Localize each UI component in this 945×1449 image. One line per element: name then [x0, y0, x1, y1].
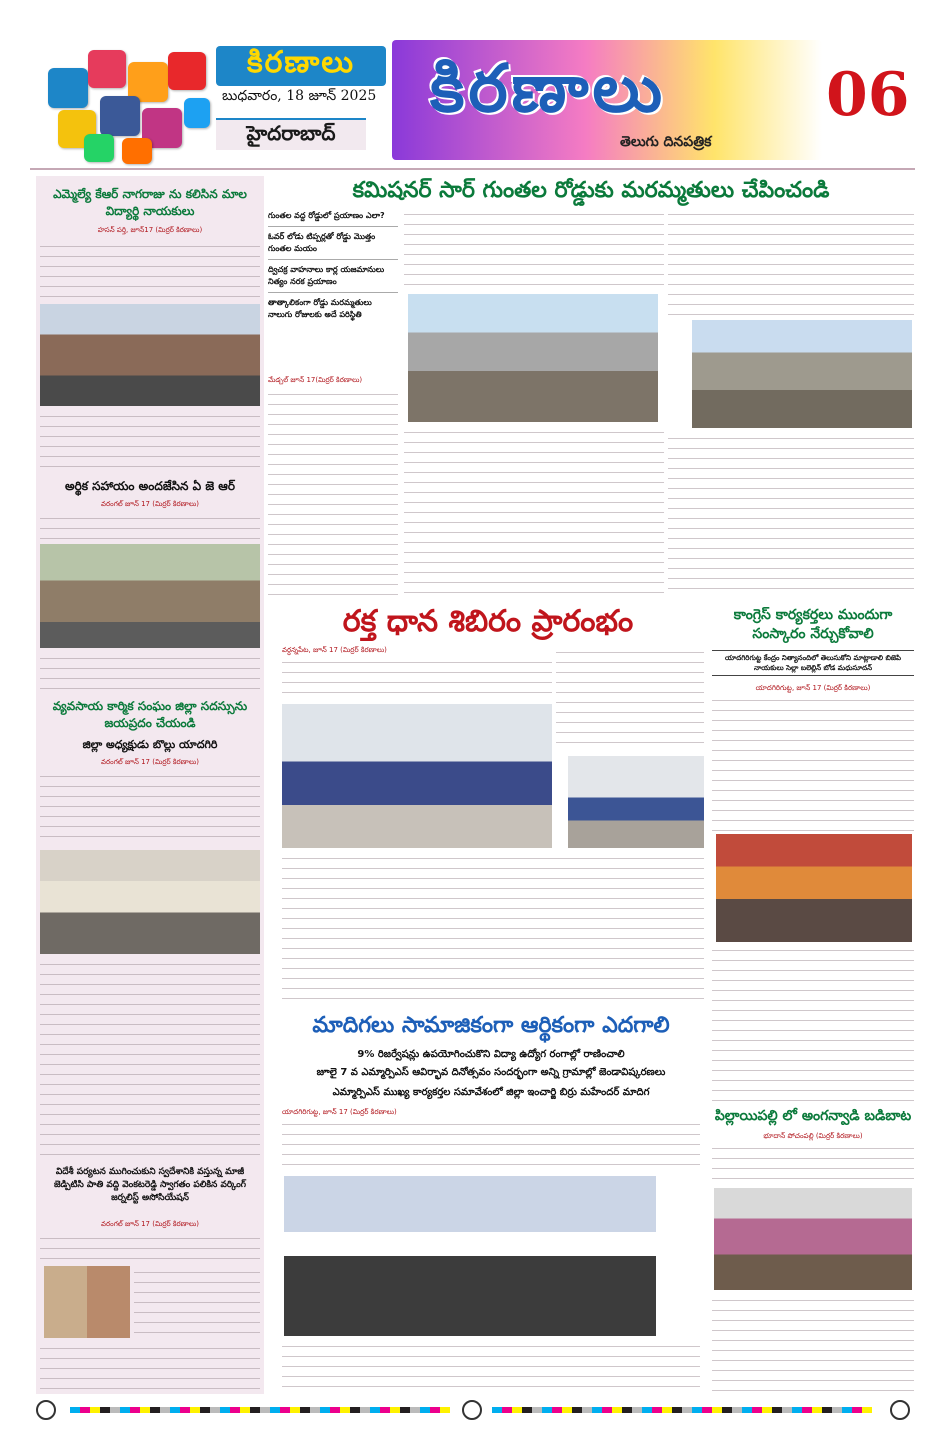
congress-body-2 [712, 944, 914, 1104]
madiga-subhead-2: జూలై 7 వ ఎమ్మార్పిఎస్ ఆవిర్భావ దినోత్సవం సందర్భంగా అన్ని గ్రామాల్లో జెండావిష్కరణలు [316, 1067, 666, 1078]
anganwadi-body-1 [712, 1142, 914, 1186]
madiga-body-1 [282, 1118, 700, 1174]
road-story-body-1 [268, 388, 398, 596]
road-story-dateline: మేడ్చల్ జూన్ 17(మిర్రర్ కిరణాలు) [268, 376, 363, 384]
story-union-photo [40, 850, 260, 954]
left-logo: కిరణాలు [216, 46, 386, 86]
road-bullet-4: తాత్కాలికంగా రోడ్డు మరమ్మతులు నాలుగు రోజులకు అదే పరిస్థితి [268, 298, 372, 319]
story-ajr-dateline: వరంగల్ జూన్ 17 (మిర్రర్ కిరణాలు) [101, 500, 199, 508]
story-union-dateline: వరంగల్ జూన్ 17 (మిర్రర్ కిరణాలు) [101, 758, 199, 766]
congress-dateline: యాదగిరిగుట్ట, జూన్ 17 (మిర్రర్ కిరణాలు) [755, 684, 871, 692]
anganwadi-headline: పిల్లాయిపల్లి లో అంగన్వాడి బడిబాట [714, 1108, 912, 1124]
madiga-body-2 [282, 1340, 700, 1394]
story-mla-photo [40, 304, 260, 406]
road-photo-potholes [692, 320, 912, 428]
edition-city: హైదరాబాద్ [216, 118, 366, 150]
story-mla-body [40, 240, 260, 300]
story-ajr-headline: అర్థిక సహాయం అందజేసిన ఏ జె ఆర్ [65, 479, 235, 493]
story-jaw-body-3 [40, 1342, 260, 1390]
anganwadi-body-2 [712, 1294, 914, 1394]
story-jaw-dateline: వరంగల్ జూన్ 17 (మిర్రర్ కిరణాలు) [101, 1220, 199, 1228]
story-mla-dateline: హసన్ పర్తి, జూన్17 (మిర్రర్ కిరణాలు) [97, 226, 203, 234]
road-bullet-3: ద్విచక్ర వాహనాలు కార్ల యజమానులు నిత్యం నరక ప్రయాణం [268, 260, 398, 293]
madiga-headline: మాదిగలు సామాజికంగా ఆర్థికంగా ఎదగాలి [312, 1013, 670, 1038]
print-registration-bar [30, 1400, 915, 1420]
masthead [0, 0, 945, 170]
story-jaw-body [40, 1232, 260, 1262]
story-jaw-portraits [44, 1266, 130, 1338]
story-ajr-body [40, 512, 260, 542]
blood-camp-photo-1 [282, 704, 552, 848]
edition-date: బుధవారం, 18 జూన్ 2025 [222, 88, 377, 104]
anganwadi-dateline: భూదాన్ పోచంపల్లి (మిర్రర్ కిరణాలు) [763, 1132, 863, 1140]
congress-subhead: యాదగిరిగుట్ట కేంద్రం నిత్యానందిలో తెలుసుకోని మాట్లాడాలి బిజెపి నాయకులు సెల్లా బలెల్లిన్ బోడ మధుసూదన్ [712, 650, 914, 676]
anganwadi-photo [714, 1188, 912, 1290]
blood-camp-dateline: వర్ధన్నపేట, జూన్ 17 (మిర్రర్ కిరణాలు) [282, 646, 387, 654]
road-story-bullets [268, 208, 398, 325]
story-union-headline: వ్యవసాయ కార్మిక సంఘం జిల్లా సదస్సును జయప్రదం చేయండి [52, 699, 248, 730]
road-photo-truck [408, 294, 658, 422]
story-jaw-body-2 [134, 1266, 260, 1338]
blood-camp-headline: రక్త ధాన శిబిరం ప్రారంభం [342, 604, 634, 639]
road-story-body-4 [668, 208, 914, 318]
madiga-subhead-3: ఎమ్మార్పిఎస్ ముఖ్య కార్యకర్తల సమావేశంలో జిల్లా ఇంచార్జి బిర్రు మహేందర్ మాదిగ [332, 1087, 650, 1098]
story-ajr-body-2 [40, 652, 260, 692]
blood-camp-body-3 [282, 852, 704, 1008]
road-bullet-2: ఓవర్ లోడు టిప్పర్లతో రోడ్డు మొత్తం గుంతల మయం [268, 227, 398, 260]
social-media-cubes-image [44, 48, 212, 166]
story-union-body-2 [40, 958, 260, 1160]
road-story-body-3 [404, 426, 664, 596]
story-mla-body-2 [40, 410, 260, 470]
blood-camp-body-1 [282, 656, 552, 702]
newspaper-title: కిరణాలు [430, 50, 667, 127]
story-union-body [40, 770, 260, 846]
madiga-subhead-1: 9% రిజర్వేషన్లు ఉపయోగించుకొని విద్యా ఉద్యోగ రంగాల్లో రాణించాలి [357, 1049, 625, 1060]
madiga-photo [284, 1176, 656, 1336]
blood-camp-body-2 [556, 646, 704, 746]
madiga-dateline: యాదగిరిగుట్ట, జూన్ 17 (మిర్రర్ కిరణాలు) [282, 1108, 397, 1116]
blood-camp-photo-2 [568, 756, 704, 848]
road-bullet-1: గుంతల వద్ద రోడ్డులో ప్రయాణం ఎలా? [268, 208, 398, 227]
story-ajr-photo [40, 544, 260, 648]
congress-body-1 [712, 694, 914, 832]
congress-photo [716, 834, 912, 942]
road-story-body-5 [668, 432, 914, 596]
road-story-headline: కమిషనర్ సార్ గుంతల రోడ్డుకు మరమ్మతులు చేపించండి [352, 178, 830, 203]
road-story-body-2 [404, 208, 664, 292]
newspaper-subtitle: తెలుగు దినపత్రిక [620, 134, 712, 150]
page-number: 06 [826, 60, 910, 130]
story-jaw-headline: విదేశీ పర్యటన ముగించుకుని స్వదేశానికి వస్తున్న మాజీ జెడ్పిటిసి పాతి వద్ది వెంకటరెడ్డి స్వాగతం పలికిన వర్కింగ్ జర్నలిస్ట్ అసోసియేషన్ [53, 1167, 247, 1203]
congress-headline: కాంగ్రెస్ కార్యకర్తలు ముందుగా సంస్కారం నేర్చుకోవాలి [733, 607, 893, 642]
story-union-subhead: జిల్లా అధ్యక్షుడు బొల్లు యాదగిరి [82, 738, 218, 751]
masthead-divider [30, 168, 915, 170]
story-mla-headline: ఎమ్మెల్యే కేఆర్ నాగరాజు ను కలిసిన మాల విద్యార్థి నాయకులు [53, 187, 247, 218]
